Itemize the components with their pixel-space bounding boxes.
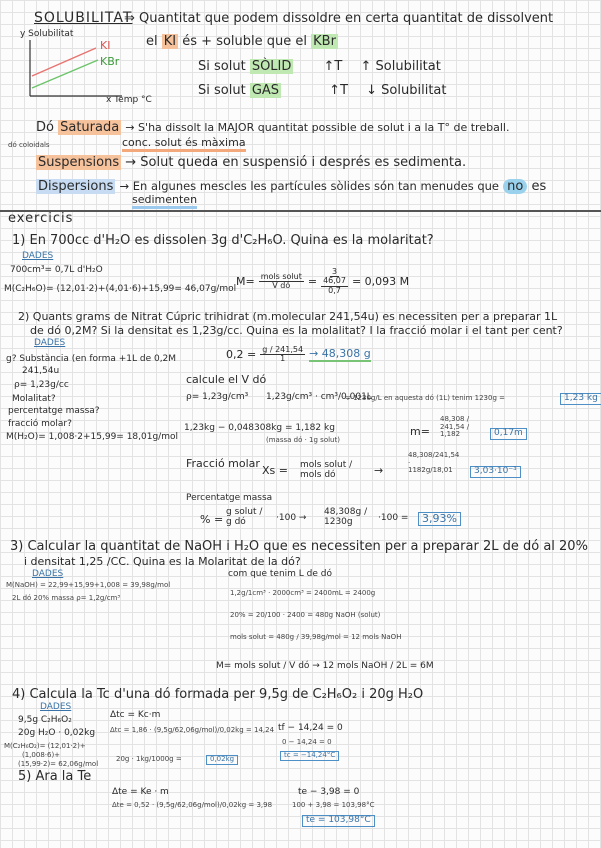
ex4-data-3: M(C₂H₆O₂)= (12,01·2)+ [4, 742, 86, 750]
ex2-s1-num: g / 241,54 [262, 345, 304, 354]
dispersions-no: no [503, 179, 527, 194]
suspensions-line [36, 156, 466, 170]
ex2-rho: ρ= 1,23g/cm³ [186, 392, 249, 402]
ex3-line-3: 20% = 20/100 · 2400 = 480g NaOH (solut) [230, 611, 381, 619]
ex1-eq: = [307, 274, 318, 288]
ex1-f-den: V dó [272, 281, 291, 291]
solid-state: SÒLID [251, 59, 292, 74]
axis-y-label: y Solubilitat [20, 29, 74, 39]
ki-curve [32, 48, 96, 76]
coloidals-label: dó coloidals [8, 141, 50, 149]
gas-state: GAS [251, 83, 280, 98]
ex1-g-num: 3 [331, 267, 338, 276]
gas-result: ↓ Solubilitat [366, 83, 447, 98]
ex2-s1-a: 0,2 = [226, 347, 257, 361]
ex4-question: 4) Calcula la Tc d'una dó formada per 9,5g de C₂H₆O₂ i 20g H₂O [12, 687, 424, 702]
ex2-pm-eq: % = [200, 513, 224, 526]
ex4-data-1: 9,5g C₂H₆O₂ [18, 715, 72, 725]
solid-rule [198, 60, 441, 74]
ex5-question: 5) Ara la Te [18, 769, 92, 784]
ex1-formula [236, 268, 409, 295]
solubility-graph [26, 38, 126, 100]
ex2-s1-result: → 48,308 g [309, 348, 371, 362]
ex2-step-1 [226, 346, 371, 364]
suspensions-def: → Solut queda en suspensió i després es sedimenta. [125, 155, 467, 170]
ex2-pm-result: 3,93% [418, 512, 461, 526]
comp-text-b: és + soluble que el [182, 34, 307, 49]
page-title: SOLUBILITAT [34, 10, 133, 26]
gas-rule [198, 84, 447, 98]
solid-si: Si solut [198, 59, 246, 74]
exercicis-title: exercicis [8, 211, 74, 226]
ex3-line-1: com que tenim L de dó [228, 569, 333, 579]
ex4-data-5: (15,99·2)= 62,06g/mol [18, 760, 99, 768]
ex4-res-3: tc = −14,24°C [280, 751, 339, 761]
ex2-fm-label: Fracció molar [186, 457, 260, 470]
ex2-pm-frac: g solut / g dó [226, 507, 263, 527]
saturada-line [36, 121, 509, 135]
ex2-data-7: M(H₂O)= 1,008·2+15,99= 18,01g/mol [6, 432, 178, 442]
ex1-f-num: mols solut [260, 271, 302, 281]
dispersions-def-a: → En algunes mescles les partícules sòlides són tan menudes que [119, 179, 500, 193]
ex1-dades: DADES [22, 251, 54, 261]
ex4-eq-3: 20g · 1kg/1000g = [116, 755, 182, 763]
comp-ki: KI [163, 34, 177, 49]
ex3-data-1: M(NaOH) = 22,99+15,99+1,008 = 39,98g/mol [6, 581, 171, 589]
comp-text-a: el [146, 34, 158, 49]
ex2-fm-arrow: → [374, 464, 384, 477]
ex2-kg-line: 1,23kg − 0,048308kg = 1,182 kg [184, 423, 335, 433]
ex2-m-eq: m= [410, 425, 430, 438]
ex4-eq-2: Δtc = 1,86 · (9,5g/62,06g/mol)/0,02kg = 14,24 [110, 726, 275, 734]
comparison-line [146, 35, 338, 49]
ex2-kg-note: (massa dó · 1g solut) [266, 436, 340, 444]
ex3-data-2: 2L dó 20% massa ρ= 1,2g/cm³ [12, 594, 121, 602]
comp-kbr: KBr [313, 34, 336, 49]
suspensions-word: Suspensions [38, 155, 120, 170]
ex5-res-3: te = 103,98°C [302, 815, 375, 827]
ex3-line-2: 1,2g/1cm³ · 2000cm³ = 2400mL = 2400g [230, 589, 376, 597]
ex1-g-mid: 46,07 [323, 276, 346, 286]
ex3-question-1: 3) Calcular la quantitat de NaOH i H₂O que es necessiten per a preparar 2L de dó al 20% [10, 539, 588, 554]
dispersions-sedimenten: sedimenten [132, 193, 197, 209]
ex2-rho-note: = 1230g/L en aquesta dó (1L) tenim 1230g = [345, 394, 505, 402]
ex4-dades: DADES [40, 702, 72, 712]
ex2-data-6: fracció molar? [8, 419, 72, 429]
dispersions-word: Dispersions [38, 179, 114, 194]
ex5-eq-1: Δte = Ke · m [112, 787, 169, 797]
ex2-fm-result: 3,03·10⁻³ [470, 466, 521, 478]
ex3-line-5: M= mols solut / V dó → 12 mols NaOH / 2L = 6M [216, 661, 434, 671]
ex2-question-2: de dó 0,2M? Si la densitat es 1,23g/cc. Quina es la molalitat? I la fracció molar i el tant per cent? [30, 324, 563, 337]
ex4-res-1: tf − 14,24 = 0 [278, 723, 343, 733]
ex1-question: 1) En 700cc d'H₂O es dissolen 3g d'C₂H₆O. Quina es la molaritat? [12, 233, 434, 248]
ex1-result: = 0,093 M [351, 274, 410, 288]
ex2-data-5: percentatge massa? [8, 406, 100, 416]
axis-x-label: x Temp °C [106, 95, 152, 105]
ex2-pm-mul: ·100 → [276, 513, 307, 523]
ex2-pm-mul2: ·100 = [378, 513, 409, 523]
ex2-rho-conv: 1,23g/cm³ · cm³/0,001L [266, 392, 372, 402]
ex2-fm-frac: mols solut / mols dó [300, 460, 353, 480]
ex4-res-2: 0 − 14,24 = 0 [282, 738, 332, 746]
dispersions-note [132, 194, 197, 206]
solid-result: ↑ Solubilitat [360, 59, 441, 74]
ex2-fm-x: Xs = [262, 464, 288, 477]
saturada-def: → S'ha dissolt la MAJOR quantitat possible de solut i a la T° de treball. [125, 121, 510, 134]
ex2-data-1: g? Substància (en forma +1L de 0,2M [6, 354, 177, 364]
saturada-note [122, 137, 246, 149]
saturada-word: Saturada [60, 120, 120, 135]
ex4-data-2: 20g H₂O · 0,02kg [18, 728, 96, 738]
ex2-pm-vals: 48,308g / 1230g [324, 507, 368, 527]
ex3-question-2: i densitat 1,25 /CC. Quina es la Molaritat de la dó? [24, 555, 301, 568]
solid-temp: ↑T [323, 59, 343, 74]
ex2-s1-den: 1 [280, 354, 286, 364]
ex4-data-4: (1,008·6)+ [22, 751, 61, 759]
saturada-do: Dó [36, 120, 54, 135]
ex2-question-1: 2) Quants grams de Nitrat Cúpric trihidrat (m.molecular 241,54u) es necessiten per a preparar 1L [18, 310, 558, 323]
ex3-line-4: mols solut = 480g / 39,98g/mol = 12 mols NaOH [230, 633, 402, 641]
ex5-eq-2: Δte = 0,52 · (9,5g/62,06g/mol)/0,02kg = 3,98 [112, 801, 273, 809]
ex4-eq-1: Δtc = Kc·m [110, 710, 161, 720]
dispersions-def-b: es [531, 179, 547, 194]
kbr-curve [32, 60, 98, 88]
saturada-conc: conc. solut és màxima [122, 136, 246, 152]
ex1-data-2: M(C₂H₆O)= (12,01·2)+(4,01·6)+15,99= 46,07g/mol [4, 284, 237, 294]
ex2-fm-vals: 48,308/241,54 · 1182g/18,01 [408, 451, 460, 475]
gas-temp: ↑T [329, 83, 349, 98]
ex1-g-den: 0,7 [328, 285, 341, 295]
ex2-data-3: ρ= 1,23g/cc [14, 380, 69, 390]
definition-text: ⇒ Quantitat que podem dissoldre en certa quantitat de dissolvent [124, 11, 554, 26]
ex2-rho-box: 1,23 kg [560, 393, 601, 405]
ex5-res-1: te − 3,98 = 0 [298, 787, 360, 797]
ex2-pm-label: Percentatge massa [186, 493, 273, 503]
ex1-data-1: 700cm³= 0,7L d'H₂O [10, 265, 103, 275]
ex4-eq-3-box: 0,02kg [206, 755, 238, 765]
ex2-m-result: 0,17m [490, 428, 527, 440]
gas-si: Si solut [198, 83, 246, 98]
kbr-label: KBr [100, 55, 120, 68]
dispersions-line [36, 180, 546, 194]
ex2-data-4: Molalitat? [12, 394, 56, 404]
ex2-m-frac: 48,308 / 241,54 / 1,182 [440, 415, 470, 439]
section-divider [0, 210, 601, 212]
ex2-dades: DADES [34, 338, 66, 348]
ex5-res-2: 100 + 3,98 = 103,98°C [292, 801, 375, 809]
ex2-data-2: 241,54u [22, 366, 60, 376]
ex2-calcule: calcule el V dó [186, 373, 267, 386]
ex1-m: M= [236, 274, 255, 288]
ki-label: KI [100, 39, 111, 52]
ex3-dades: DADES [32, 569, 64, 579]
